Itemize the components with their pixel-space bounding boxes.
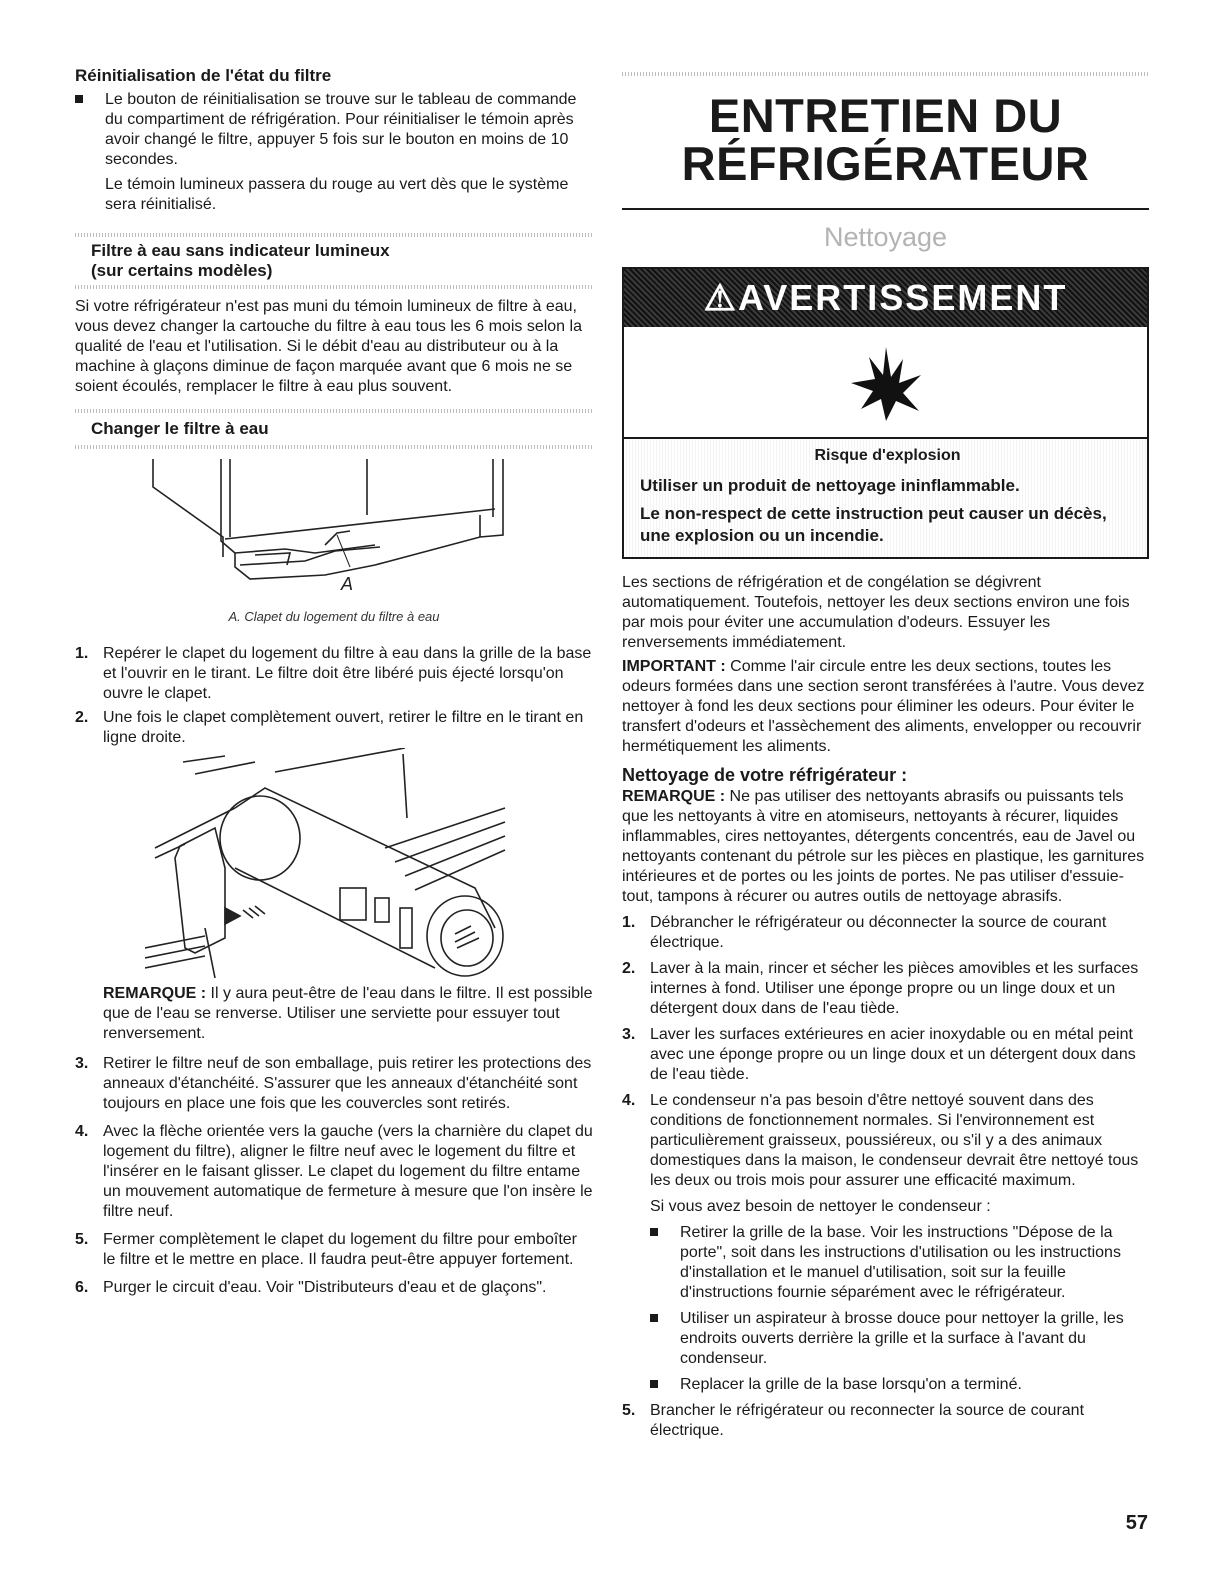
warning-header: ⚠AVERTISSEMENT [624,269,1147,327]
no-indicator-heading: Filtre à eau sans indicateur lumineux (sur certains modèles) [91,241,390,280]
note-label: REMARQUE : [103,985,207,1002]
section-divider [75,285,593,289]
warning-icon-area [624,327,1147,439]
left-column [75,62,593,1298]
step-text: Brancher le réfrigérateur ou reconnecter la source de courant électrique. [650,1402,1085,1439]
step-text: Débrancher le réfrigérateur ou déconnecter la source de courant électrique. [650,914,1107,951]
step-item [75,1054,593,1114]
title-rule [622,208,1149,210]
important-block [622,657,1149,757]
step-item [75,1278,593,1298]
important-label: IMPORTANT : [622,658,726,675]
reset-bullet-text: Le bouton de réinitialisation se trouve sur le tableau de commande du compartiment de réfrigération. Pour réinitialiser le témoin après avoir changé le filtre, appuyer 5 fois sur le bouton en moins de 10 secondes. [105,91,577,168]
grille-illustration [75,457,593,607]
step-number: 6. [75,1279,89,1296]
section-divider [75,445,593,449]
condenser-intro: Si vous avez besoin de nettoyer le condenseur : [650,1198,991,1215]
page-number: 57 [1125,1512,1148,1534]
warning-box [622,267,1149,559]
step-text: Le condenseur n'a pas besoin d'être nettoyé souvent dans des conditions de fonctionnement normales. Si l'environnement est particulièrement graisseux, poussiéreux, ou s'il y a des animaux domestiques dans la maison, le condenseur devrait être nettoyé tous les deux ou trois mois pour assurer une efficacité maximum. [650,1092,1139,1189]
step-item [622,1091,1149,1395]
figure-caption: A. Clapet du logement du filtre à eau [228,609,440,624]
steps-list-b [75,1054,593,1298]
section-heading: Nettoyage [823,222,948,252]
reset-bullet [75,90,593,215]
reset-heading: Réinitialisation de l'état du filtre [75,66,332,85]
cleaning-heading: Nettoyage de votre réfrigérateur : [622,765,908,785]
step-item [622,959,1149,1019]
step-number: 5. [622,1402,636,1419]
condenser-bullet: Utiliser un aspirateur à brosse douce pour nettoyer la grille, les endroits ouverts derrière la grille et la surface à l'avant du condenseur. [650,1309,1149,1369]
reset-after-text: Le témoin lumineux passera du rouge au vert dès que le système sera réinitialisé. [105,176,569,213]
step-text: Retirer le filtre neuf de son emballage, puis retirer les protections des anneaux d'étanchéité. S'assurer que les anneaux d'étanchéité sont toujours en place une fois que les couvercles sont retirés. [103,1055,592,1112]
warning-risk: Risque d'explosion [814,447,961,464]
remark-text: Ne pas utiliser des nettoyants abrasifs ou puissants tels que les nettoyants à vitre en atomiseurs, nettoyants à récurer, liquides inflammables, cires nettoyantes, détergents concentrés, eau de Javel ou nettoyants contenant du pétrole sur les pièces en plastique, les garnitures intérieures et de portes ou les joints de portes. Ne pas utiliser d'essuie-tout, tampons à récurer ou autres outils de nettoyage abrasifs. [622,788,1145,905]
condenser-bullet: Replacer la grille de la base lorsqu'on a terminé. [650,1375,1149,1395]
condenser-bullet: Retirer la grille de la base. Voir les instructions "Dépose de la porte", soit dans les instructions d'utilisation ou les instructions d'installation et le manuel d'utilisation, soit sur la feuille d'instructions fournie séparément avec le réfrigérateur. [650,1223,1149,1303]
figure-callout-a: A [341,574,354,594]
right-column [622,62,1149,1441]
steps-list-a [75,644,593,748]
filter-door-figure [75,457,593,607]
cleaning-steps [622,913,1149,1441]
step-item [75,644,593,704]
step-number: 3. [622,1026,636,1043]
bullet-icon [650,1228,658,1236]
remark-label: REMARQUE : [622,788,726,805]
step-text: Fermer complètement le clapet du logement du filtre pour emboîter le filtre et le mettre en place. Il faudra peut-être appuyer fortement. [103,1231,578,1268]
intro-text: Les sections de réfrigération et de congélation se dégivrent automatiquement. Toutefois, nettoyer les deux sections environ une fois par mois pour éviter une accumulation d'odeurs. Essuyer les renversements immédiatement. [622,574,1130,651]
step-item [622,913,1149,953]
title-top-bar [622,72,1149,76]
step-item [75,708,593,748]
bullet-icon [75,95,83,103]
filter-removal-figure [145,748,593,980]
step-number: 1. [622,914,636,931]
bullet-icon [650,1314,658,1322]
change-filter-heading: Changer le filtre à eau [91,419,269,438]
note-block [103,984,593,1044]
step-number: 2. [622,960,636,977]
step-text: Laver les surfaces extérieures en acier inoxydable ou en métal peint avec une éponge propre ou un linge doux et un détergent doux dans de l'eau tiède. [650,1026,1136,1083]
step-number: 2. [75,709,89,726]
no-indicator-text: Si votre réfrigérateur n'est pas muni du témoin lumineux de filtre à eau, vous devez changer la cartouche du filtre à eau tous les 6 mois selon la qualité de l'eau et l'utilisation. Si le débit d'eau au distributeur ou à la machine à glaçons diminue de façon marquée avant que 6 mois ne se soient écoulés, remplacer le filtre à eau plus souvent. [75,298,582,395]
step-number: 1. [75,645,89,662]
step-number: 3. [75,1055,89,1072]
important-text: Comme l'air circule entre les deux sections, toutes les odeurs formées dans une section seront transférées à l'autre. Vous devez nettoyer à fond les deux sections pour éliminer les odeurs. Pour éviter le transfert d'odeurs et l'assèchement des aliments, envelopper ou recouvrir hermétiquement les aliments. [622,658,1145,755]
note-text: Il y aura peut-être de l'eau dans le filtre. Il est possible que de l'eau se renverse. Utiliser une serviette pour essuyer tout renversement. [103,985,593,1042]
remark-block [622,787,1149,907]
step-item [75,1122,593,1222]
step-item [75,1230,593,1270]
step-number: 4. [75,1123,89,1140]
step-text: Avec la flèche orientée vers la gauche (vers la charnière du clapet du logement du filtre), aligner le filtre neuf avec le logement du filtre et l'insérer en le faisant glisser. Le clapet du logement du filtre entame un mouvement automatique de fermeture à mesure que l'on insère le filtre neuf. [103,1123,593,1220]
warning-triangle-icon: ⚠ [703,277,738,318]
warning-line-1: Utiliser un produit de nettoyage ininflammable. [640,476,1020,495]
warning-line-2: Le non-respect de cette instruction peut causer un décès, une explosion ou un incendie. [640,504,1107,545]
step-text: Repérer le clapet du logement du filtre à eau dans la grille de la base et l'ouvrir en le tirant. Le filtre doit être libéré puis éjecté lorsqu'on ouvre le clapet. [103,645,592,702]
step-text: Laver à la main, rincer et sécher les pièces amovibles et les surfaces internes à fond. Utiliser une éponge propre ou un linge doux et un détergent doux dans de l'eau tiède. [650,960,1139,1017]
page-title: ENTRETIEN DU RÉFRIGÉRATEUR [681,89,1090,190]
explosion-icon [841,337,931,427]
step-number: 4. [622,1092,636,1109]
step-number: 5. [75,1231,89,1248]
filter-cartridge-illustration [145,748,525,980]
bullet-icon [650,1380,658,1388]
warning-text-area [624,439,1147,557]
step-text: Purger le circuit d'eau. Voir "Distributeurs d'eau et de glaçons". [103,1279,547,1296]
step-text: Une fois le clapet complètement ouvert, retirer le filtre en le tirant en ligne droite. [103,709,584,746]
step-item [622,1401,1149,1441]
step-item [622,1025,1149,1085]
